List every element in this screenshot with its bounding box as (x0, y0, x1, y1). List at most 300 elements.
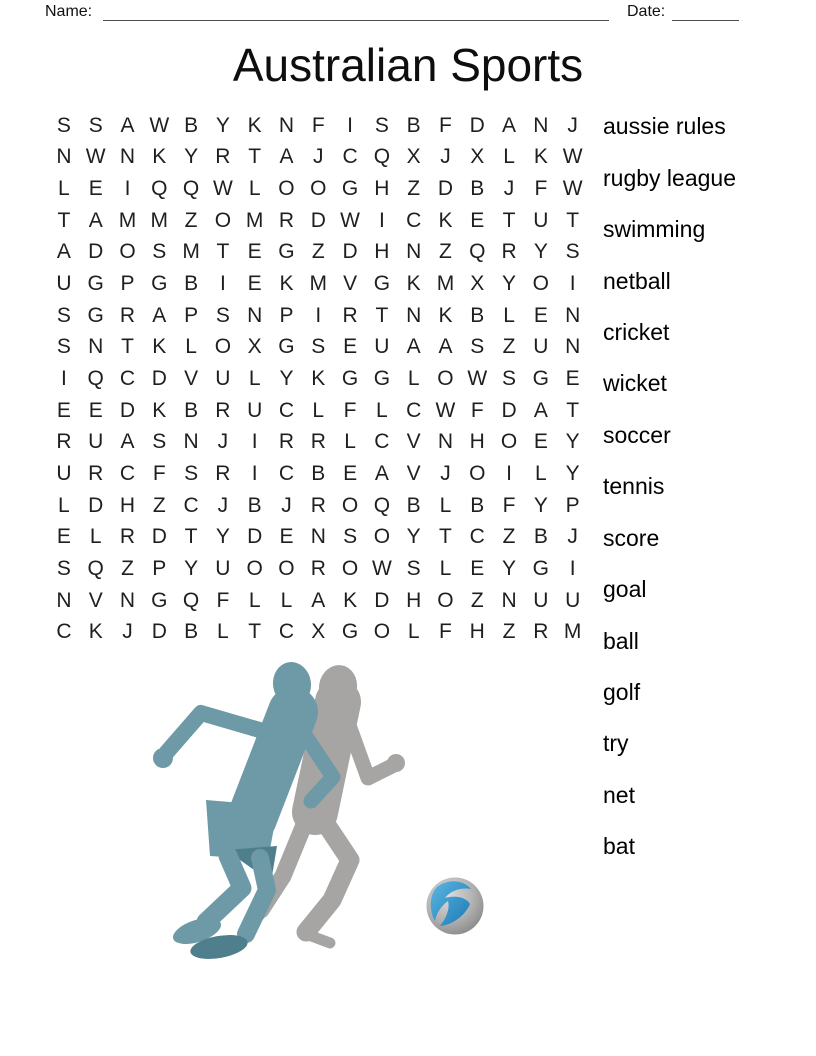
grid-letter: C (183, 493, 199, 517)
word-item: wicket (603, 370, 667, 397)
grid-letter: E (88, 398, 103, 422)
grid-letter: J (313, 145, 324, 169)
grid-letter: R (56, 430, 72, 454)
date-fill-in-line (672, 0, 739, 21)
grid-letter: N (501, 588, 517, 612)
grid-letter: Y (406, 525, 421, 549)
grid-letter: Z (407, 177, 421, 201)
grid-letter: A (120, 113, 135, 137)
grid-letter: O (246, 557, 263, 581)
grid-letter: Q (87, 367, 104, 391)
grid-letter: Z (470, 588, 484, 612)
grid-letter: L (89, 525, 102, 549)
grid-letter: R (310, 493, 326, 517)
grid-letter: C (278, 398, 295, 422)
grid-letter: O (469, 462, 486, 486)
grid-letter: U (374, 335, 390, 359)
grid-letter: N (56, 145, 72, 169)
grid-letter: Y (184, 145, 199, 169)
grid-letter: D (310, 208, 326, 232)
grid-letter: U (533, 335, 549, 359)
grid-letter: G (532, 557, 550, 581)
grid-letter: U (215, 367, 231, 391)
grid-letter: R (533, 620, 549, 644)
word-item: goal (603, 576, 647, 603)
grid-letter: C (278, 620, 295, 644)
grid-letter: Y (533, 240, 548, 264)
grid-letter: Z (152, 493, 166, 517)
grid-letter: A (406, 335, 421, 359)
grid-letter: Y (215, 113, 230, 137)
grid-letter: F (502, 493, 516, 517)
name-fill-in-line (103, 0, 609, 21)
grid-letter: E (343, 335, 358, 359)
grid-letter: N (56, 588, 72, 612)
grid-letter: L (535, 462, 547, 486)
grid-letter: E (343, 462, 358, 486)
word-item: soccer (603, 421, 671, 448)
puzzle-grid (48, 110, 589, 648)
grid-letter: G (341, 620, 359, 644)
grid-letter: X (311, 620, 326, 644)
grid-letter: R (342, 303, 358, 327)
grid-letter: Q (373, 493, 391, 517)
grid-letter: K (152, 145, 167, 169)
grid-letter: Z (502, 335, 516, 359)
grid-letter: D (151, 367, 167, 391)
grid-letter: G (151, 272, 168, 296)
word-item: swimming (603, 216, 706, 243)
grid-letter: I (60, 367, 67, 391)
grid-letter: H (469, 620, 485, 644)
grid-letter: D (247, 525, 263, 549)
grid-letter: M (309, 272, 328, 296)
grid-letter: A (56, 240, 71, 264)
grid-letter: M (182, 240, 200, 264)
grid-letter: N (437, 430, 454, 454)
soccer-ball-icon (427, 878, 484, 935)
date-label: Date: (627, 3, 666, 20)
grid-letter: G (532, 367, 550, 391)
grid-letter: B (533, 525, 548, 549)
grid-letter: K (533, 145, 548, 169)
grid-letter: S (56, 335, 71, 359)
grid-letter: J (122, 620, 133, 644)
grid-letter: I (569, 272, 576, 296)
grid-letter: P (565, 493, 580, 517)
grid-letter: L (344, 430, 356, 454)
grid-letter: I (251, 462, 258, 486)
grid-letter: T (248, 145, 262, 169)
grid-letter: M (118, 208, 137, 232)
grid-letter: B (406, 493, 421, 517)
grid-letter: O (373, 620, 391, 644)
grid-letter: J (217, 430, 229, 454)
grid-letter: S (56, 113, 71, 137)
grid-letter: U (215, 557, 231, 581)
grid-letter: Q (469, 240, 486, 264)
grid-letter: B (470, 303, 485, 327)
grid-letter: O (214, 335, 232, 359)
grid-letter: R (88, 462, 104, 486)
grid-letter: B (470, 177, 485, 201)
grid-letter: L (439, 557, 452, 581)
grid-letter: Z (184, 208, 198, 232)
grid-letter: R (119, 525, 136, 549)
grid-letter: I (219, 272, 226, 296)
grid-letter: X (406, 145, 421, 169)
grid-letter: K (438, 208, 453, 232)
grid-letter: N (565, 303, 581, 327)
grid-letter: S (56, 303, 71, 327)
grid-letter: A (502, 113, 517, 137)
grid-letter: Q (87, 557, 104, 581)
grid-letter: C (469, 525, 485, 549)
grid-letter: U (56, 462, 72, 486)
grid-letter: W (149, 113, 170, 137)
grid-letter: G (373, 367, 391, 391)
grid-letter: J (567, 113, 578, 137)
grid-letter: S (470, 335, 485, 359)
grid-letter: Y (565, 430, 580, 454)
grid-letter: L (58, 177, 70, 201)
grid-letter: Z (439, 240, 452, 264)
grid-letter: W (371, 557, 392, 581)
grid-letter: O (437, 588, 454, 612)
grid-letter: O (214, 208, 232, 232)
grid-letter: E (56, 525, 71, 549)
grid-letter: R (501, 240, 517, 264)
grid-letter: I (569, 557, 576, 581)
grid-letter: W (340, 208, 360, 232)
word-list (603, 101, 813, 873)
grid-letter: L (312, 398, 325, 422)
grid-letter: B (247, 493, 262, 517)
grid-letter: Q (151, 177, 168, 201)
soccer-players-illustration (140, 650, 490, 980)
grid-letter: C (56, 620, 72, 644)
grid-letter: O (278, 557, 295, 581)
grid-letter: T (121, 335, 134, 359)
grid-letter: F (534, 177, 548, 201)
grid-letter: F (216, 588, 230, 612)
grid-letter: T (566, 398, 580, 422)
grid-letter: U (533, 208, 549, 232)
grid-letter: W (435, 398, 456, 422)
grid-letter: S (374, 113, 389, 137)
grid-letter: G (278, 335, 295, 359)
grid-letter: L (185, 335, 197, 359)
grid-letter: U (247, 398, 263, 422)
grid-letter: L (248, 588, 261, 612)
grid-letter: S (406, 557, 421, 581)
grid-letter: L (376, 398, 388, 422)
grid-letter: X (470, 145, 485, 169)
grid-letter: J (440, 145, 451, 169)
grid-letter: P (184, 303, 199, 327)
grid-letter: B (184, 620, 199, 644)
grid-letter: V (184, 367, 199, 391)
grid-letter: S (184, 462, 199, 486)
grid-letter: N (565, 335, 581, 359)
grid-letter: O (532, 272, 550, 296)
grid-letter: V (88, 588, 103, 612)
grid-letter: V (406, 430, 421, 454)
grid-letter: M (245, 208, 264, 232)
grid-letter: Z (502, 525, 516, 549)
grid-letter: H (374, 177, 390, 201)
grid-letter: L (248, 367, 261, 391)
grid-letter: I (124, 177, 131, 201)
grid-letter: N (278, 113, 295, 137)
grid-letter: L (503, 303, 515, 327)
word-item: netball (603, 267, 671, 294)
grid-letter: B (470, 493, 485, 517)
grid-letter: G (151, 588, 168, 612)
grid-letter: K (311, 367, 326, 391)
grid-letter: S (56, 557, 71, 581)
word-item: bat (603, 833, 635, 860)
word-item: aussie rules (603, 113, 726, 140)
grid-letter: N (247, 303, 263, 327)
grid-letter: D (437, 177, 454, 201)
grid-letter: M (563, 620, 582, 644)
grid-letter: T (184, 525, 198, 549)
word-item: tennis (603, 473, 665, 500)
grid-letter: I (378, 208, 385, 232)
grid-letter: Y (533, 493, 548, 517)
grid-letter: N (406, 303, 422, 327)
grid-letter: E (247, 240, 262, 264)
grid-letter: J (281, 493, 292, 517)
grid-letter: B (184, 272, 199, 296)
grid-letter: L (503, 145, 515, 169)
grid-letter: T (439, 525, 452, 549)
grid-letter: F (152, 462, 166, 486)
grid-letter: D (88, 240, 104, 264)
grid-letter: D (374, 588, 390, 612)
grid-letter: K (152, 398, 167, 422)
grid-letter: D (119, 398, 136, 422)
grid-letter: T (502, 208, 516, 232)
grid-letter: F (470, 398, 484, 422)
grid-letter: Y (502, 272, 517, 296)
grid-letter: C (119, 462, 136, 486)
word-item: cricket (603, 318, 670, 345)
grid-letter: Q (373, 145, 391, 169)
grid-letter: T (57, 208, 71, 232)
grid-letter: A (438, 335, 453, 359)
grid-letter: K (438, 303, 453, 327)
grid-letter: P (279, 303, 294, 327)
grid-letter: A (533, 398, 548, 422)
word-item: rugby league (603, 164, 736, 191)
grid-letter: T (566, 208, 580, 232)
grid-letter: O (500, 430, 518, 454)
grid-letter: C (342, 145, 358, 169)
grid-letter: Y (279, 367, 294, 391)
name-label: Name: (45, 3, 93, 20)
grid-letter: F (439, 620, 452, 644)
grid-letter: B (184, 113, 199, 137)
grid-letter: R (119, 303, 136, 327)
grid-letter: G (87, 303, 104, 327)
grid-letter: D (501, 398, 517, 422)
grid-letter: C (374, 430, 390, 454)
word-item: ball (603, 627, 639, 654)
grid-letter: O (119, 240, 136, 264)
grid-letter: K (247, 113, 262, 137)
grid-letter: L (280, 588, 293, 612)
grid-letter: V (343, 272, 358, 296)
grid-letter: U (88, 430, 104, 454)
grid-letter: F (311, 113, 325, 137)
grid-letter: Z (311, 240, 325, 264)
grid-letter: C (119, 367, 136, 391)
grid-letter: L (407, 367, 420, 391)
grid-letter: R (215, 398, 231, 422)
grid-letter: X (470, 272, 485, 296)
page-title: Australian Sports (232, 39, 584, 91)
grid-letter: R (215, 462, 231, 486)
grid-letter: H (119, 493, 136, 517)
grid-letter: F (439, 113, 452, 137)
grid-letter: Y (565, 462, 580, 486)
grid-letter: R (278, 208, 295, 232)
grid-letter: I (506, 462, 512, 486)
grid-letter: K (88, 620, 103, 644)
word-item: net (603, 781, 635, 808)
grid-letter: O (278, 177, 295, 201)
grid-letter: W (467, 367, 488, 391)
grid-letter: N (406, 240, 422, 264)
grid-letter: L (217, 620, 229, 644)
grid-letter: O (437, 367, 454, 391)
grid-letter: U (56, 272, 72, 296)
grid-letter: W (562, 177, 583, 201)
grid-letter: S (565, 240, 580, 264)
grid-letter: O (341, 557, 359, 581)
grid-letter: P (152, 557, 167, 581)
grid-letter: N (310, 525, 326, 549)
grid-letter: E (565, 367, 580, 391)
grid-letter: E (533, 430, 548, 454)
grid-letter: E (470, 557, 485, 581)
grid-letter: O (373, 525, 391, 549)
grid-letter: L (58, 493, 70, 517)
grid-letter: R (310, 557, 326, 581)
grid-letter: B (406, 113, 421, 137)
grid-letter: C (406, 398, 422, 422)
grid-letter: K (406, 272, 421, 296)
grid-letter: Y (184, 557, 199, 581)
grid-letter: Q (182, 588, 200, 612)
grid-letter: E (88, 177, 103, 201)
grid-letter: A (120, 430, 135, 454)
grid-letter: M (150, 208, 169, 232)
grid-letter: F (343, 398, 357, 422)
grid-letter: K (343, 588, 358, 612)
grid-letter: I (251, 430, 258, 454)
grid-letter: N (119, 588, 136, 612)
grid-letter: E (56, 398, 71, 422)
grid-letter: N (119, 145, 136, 169)
grid-letter: S (502, 367, 517, 391)
grid-letter: C (406, 208, 422, 232)
grid-letter: K (152, 335, 167, 359)
word-item: try (603, 730, 629, 757)
grid-letter: U (533, 588, 549, 612)
grid-letter: R (215, 145, 231, 169)
grid-letter: D (151, 525, 167, 549)
grid-letter: G (341, 177, 359, 201)
grid-letter: A (152, 303, 167, 327)
grid-letter: H (374, 240, 390, 264)
grid-letter: L (439, 493, 452, 517)
grid-letter: C (278, 462, 295, 486)
grid-letter: R (310, 430, 326, 454)
grid-letter: O (310, 177, 327, 201)
grid-letter: M (436, 272, 455, 296)
grid-letter: D (151, 620, 167, 644)
grid-letter: S (152, 240, 167, 264)
grid-letter: E (247, 272, 262, 296)
grid-letter: J (503, 177, 515, 201)
grid-letter: R (278, 430, 295, 454)
grid-letter: B (184, 398, 199, 422)
grid-letter: T (375, 303, 389, 327)
grid-letter: J (440, 462, 451, 486)
grid-letter: T (216, 240, 230, 264)
grid-letter: A (88, 208, 103, 232)
grid-letter: U (565, 588, 581, 612)
grid-letter: W (212, 177, 233, 201)
grid-letter: W (85, 145, 106, 169)
grid-letter: L (248, 177, 261, 201)
grid-letter: H (469, 430, 485, 454)
grid-letter: Q (182, 177, 200, 201)
grid-letter: J (217, 493, 229, 517)
grid-letter: Z (502, 620, 516, 644)
grid-letter: A (374, 462, 389, 486)
grid-letter: E (533, 303, 548, 327)
grid-letter: D (469, 113, 485, 137)
grid-letter: E (279, 525, 294, 549)
grid-letter: I (315, 303, 322, 327)
grid-letter: Z (121, 557, 134, 581)
grid-letter: S (343, 525, 358, 549)
grid-letter: A (311, 588, 326, 612)
grid-letter: D (88, 493, 104, 517)
grid-letter: G (373, 272, 391, 296)
grid-letter: V (406, 462, 421, 486)
grid-letter: X (247, 335, 262, 359)
grid-letter: G (278, 240, 295, 264)
grid-letter: H (406, 588, 422, 612)
grid-letter: Y (502, 557, 517, 581)
grid-letter: G (87, 272, 104, 296)
grid-letter: I (347, 113, 353, 137)
word-item: golf (603, 679, 641, 706)
grid-letter: J (567, 525, 578, 549)
grid-letter: S (215, 303, 230, 327)
grid-letter: N (183, 430, 199, 454)
grid-letter: N (533, 113, 549, 137)
grid-letter: S (88, 113, 103, 137)
grid-letter: S (152, 430, 167, 454)
grid-letter: S (311, 335, 326, 359)
grid-letter: A (279, 145, 294, 169)
